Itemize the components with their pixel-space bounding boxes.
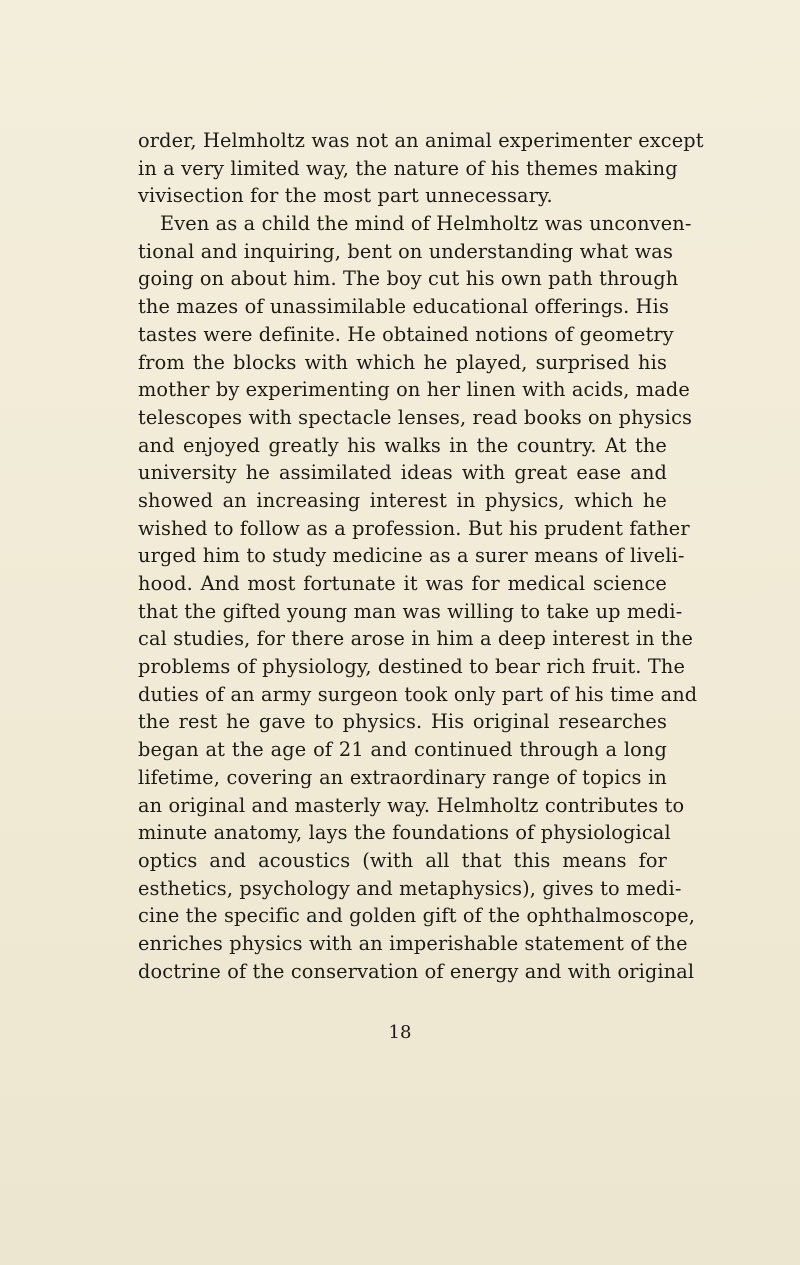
text-line: urged him to study medicine as a surer means of liveli- xyxy=(138,544,685,568)
text-line: going on about him. The boy cut his own path through xyxy=(138,267,679,291)
text-line: from the blocks with which he played, surprised his xyxy=(138,350,667,374)
text-line: esthetics, psychology and metaphysics), gives to medi- xyxy=(138,876,682,900)
text-line: showed an increasing interest in physics, which he xyxy=(138,488,667,512)
text-line: the rest he gave to physics. His original researches xyxy=(138,710,667,734)
text-line: order, Helmholtz was not an animal experimenter except xyxy=(138,129,704,152)
body-text xyxy=(138,127,704,985)
text-line: cal studies, for there arose in him a deep interest in the xyxy=(138,627,694,651)
text-line: Even as a child the mind of Helmholtz was unconven- xyxy=(160,212,692,236)
text-line: doctrine of the conservation of energy and with original xyxy=(138,959,695,983)
text-line: mother by experimenting on her linen with acids, made xyxy=(138,378,690,402)
text-line: and enjoyed greatly his walks in the country. At the xyxy=(138,433,667,457)
page-number: 18 xyxy=(388,1022,412,1043)
text-line: problems of physiology, destined to bear rich fruit. The xyxy=(138,655,686,679)
text-line: tional and inquiring, bent on understanding what was xyxy=(138,239,673,263)
text-line: began at the age of 21 and continued through a long xyxy=(138,738,667,762)
text-line: the mazes of unassimilable educational offerings. His xyxy=(138,295,670,319)
text-line: lifetime, covering an extraordinary range of topics in xyxy=(138,765,667,789)
text-line: that the gifted young man was willing to take up medi- xyxy=(138,599,683,623)
text-line: in a very limited way, the nature of his themes making xyxy=(138,156,678,180)
text-line: duties of an army surgeon took only part of his time and xyxy=(138,682,698,706)
text-line: vivisection for the most part unnecessary. xyxy=(138,184,553,208)
text-line: tastes were definite. He obtained notions of geometry xyxy=(138,322,674,346)
text-line: cine the specific and golden gift of the ophthalmoscope, xyxy=(138,904,696,928)
text-line: hood. And most fortunate it was for medical science xyxy=(138,572,667,595)
text-line: enriches physics with an imperishable statement of the xyxy=(138,931,688,955)
text-line: university he assimilated ideas with great ease and xyxy=(138,461,667,485)
text-line: optics and acoustics (with all that this means for xyxy=(138,848,667,872)
text-line: minute anatomy, lays the foundations of physiological xyxy=(138,821,671,845)
text-line: telescopes with spectacle lenses, read books on physics xyxy=(138,405,693,429)
text-line: an original and masterly way. Helmholtz contributes to xyxy=(138,793,685,817)
text-line: wished to follow as a profession. But his prudent father xyxy=(138,516,690,540)
